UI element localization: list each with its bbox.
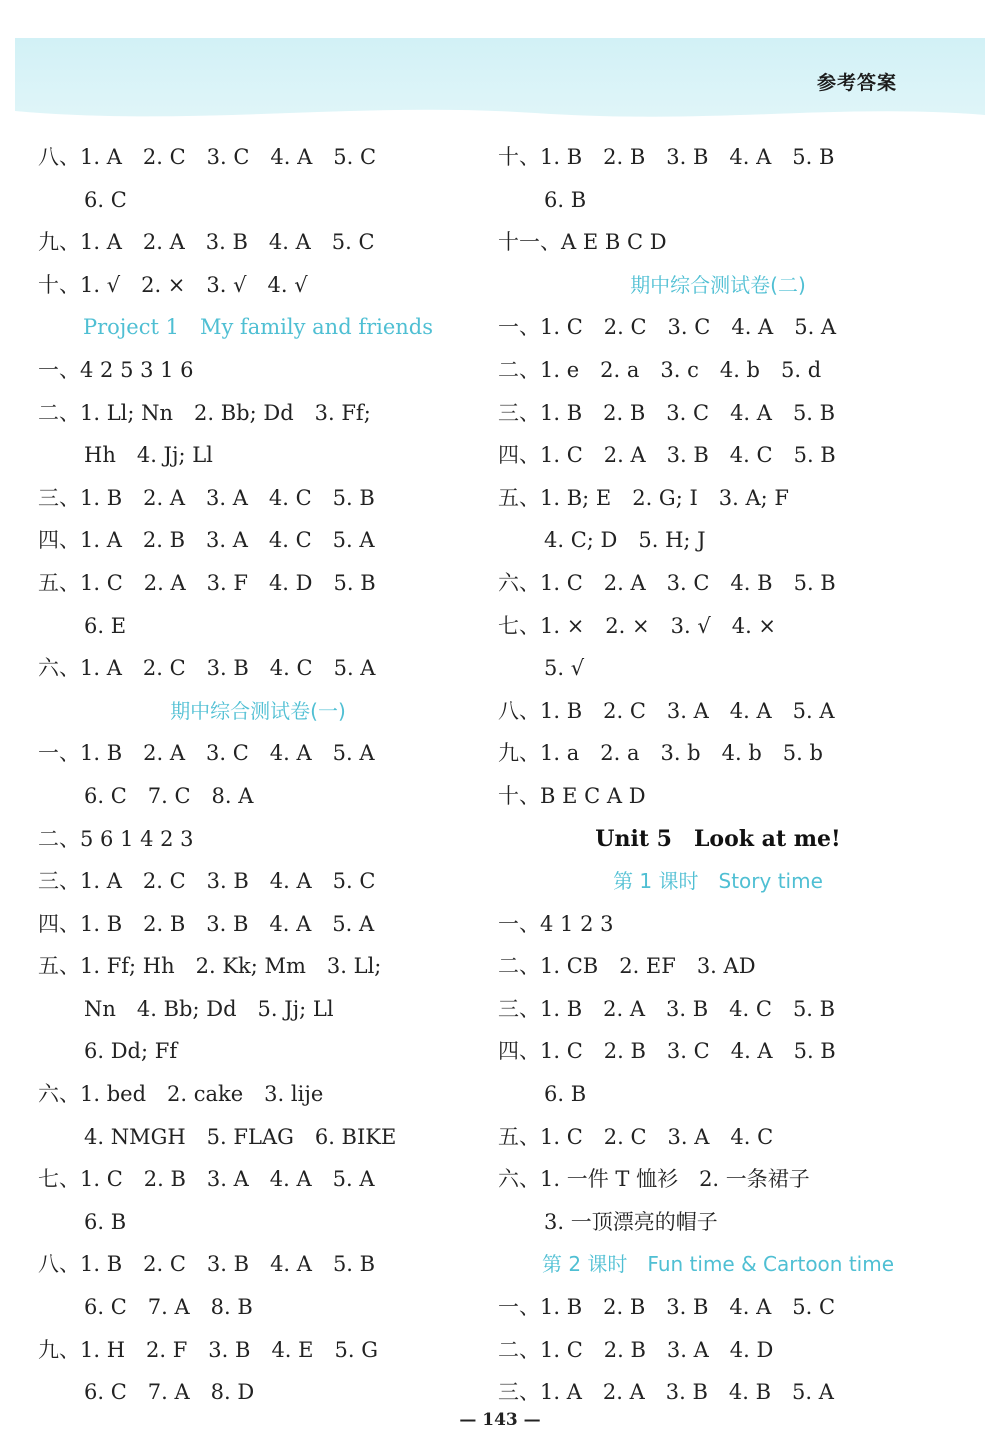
- answer-line: 一、4 2 5 3 1 6: [38, 357, 194, 382]
- answer-line: 六、1. A 2. C 3. B 4. C 5. A: [38, 656, 376, 681]
- answer-line: 二、5 6 1 4 2 3: [38, 826, 194, 851]
- answer-line: 五、1. B; E 2. G; I 3. A; F: [498, 485, 789, 510]
- answer-line: 七、1. C 2. B 3. A 4. A 5. A: [38, 1167, 375, 1192]
- section-heading: 期中综合测试卷(二): [630, 272, 806, 297]
- answer-line: 三、1. B 2. B 3. C 4. A 5. B: [498, 400, 836, 425]
- answer-line: 五、1. C 2. C 3. A 4. C: [498, 1124, 774, 1149]
- answer-line: 十、1. B 2. B 3. B 4. A 5. B: [498, 145, 835, 169]
- answer-line: 三、1. B 2. A 3. B 4. C 5. B: [498, 996, 836, 1021]
- answer-line-continued: 6. B: [84, 1209, 127, 1234]
- answer-line: 十、B E C A D: [498, 783, 646, 808]
- header-title: 参考答案: [816, 72, 897, 94]
- answer-line: 九、1. H 2. F 3. B 4. E 5. G: [38, 1337, 378, 1362]
- answer-line: 一、1. B 2. A 3. C 4. A 5. A: [38, 741, 375, 766]
- answer-line: 九、1. a 2. a 3. b 4. b 5. b: [498, 741, 823, 766]
- answer-line: 二、1. CB 2. EF 3. AD: [498, 954, 756, 979]
- answer-line-continued: 6. Dd; Ff: [84, 1039, 178, 1064]
- section-heading: 第 1 课时 Story time: [613, 869, 823, 894]
- answer-line: 八、1. B 2. C 3. B 4. A 5. B: [38, 1252, 376, 1277]
- answer-line: 二、1. Ll; Nn 2. Bb; Dd 3. Ff;: [38, 400, 371, 425]
- answer-line: 九、1. A 2. A 3. B 4. A 5. C: [38, 230, 375, 255]
- right-answer-column: [498, 136, 938, 1414]
- answer-line-continued: 4. C; D 5. H; J: [544, 528, 706, 553]
- answer-line: 一、4 1 2 3: [498, 911, 614, 936]
- section-heading: 期中综合测试卷(一): [170, 698, 346, 723]
- section-heading: Project 1 My family and friends: [82, 315, 434, 340]
- header-wave-decoration: [15, 93, 985, 133]
- answer-line: 二、1. C 2. B 3. A 4. D: [498, 1337, 774, 1362]
- answer-line-continued: 6. C 7. C 8. A: [84, 783, 254, 808]
- left-answer-column: [38, 136, 478, 1414]
- section-heading: 第 2 课时 Fun time & Cartoon time: [541, 1252, 895, 1277]
- answer-line-continued: 6. C 7. A 8. D: [84, 1380, 255, 1405]
- answer-line-continued: Nn 4. Bb; Dd 5. Jj; Ll: [84, 996, 334, 1021]
- answer-line: 一、1. C 2. C 3. C 4. A 5. A: [498, 315, 837, 340]
- answer-line-continued: 6. C: [84, 187, 127, 212]
- answer-line: 五、1. Ff; Hh 2. Kk; Mm 3. Ll;: [38, 954, 382, 979]
- answer-line: 三、1. A 2. A 3. B 4. B 5. A: [498, 1380, 834, 1405]
- answer-line: 四、1. C 2. B 3. C 4. A 5. B: [498, 1039, 836, 1064]
- answer-line: 六、1. 一件 T 恤衫 2. 一条裙子: [498, 1167, 810, 1192]
- answer-line: 七、1. × 2. × 3. √ 4. ×: [498, 613, 777, 638]
- answer-line: 一、1. B 2. B 3. B 4. A 5. C: [498, 1295, 836, 1320]
- answer-line-continued: 6. B: [544, 187, 587, 212]
- page-header: [15, 38, 985, 133]
- answer-line: 三、1. A 2. C 3. B 4. A 5. C: [38, 869, 376, 894]
- answer-line-continued: 5. √: [544, 656, 585, 681]
- unit-heading: Unit 5 Look at me!: [595, 825, 841, 852]
- answer-line-continued: Hh 4. Jj; Ll: [84, 443, 213, 468]
- answer-line-continued: 4. NMGH 5. FLAG 6. BIKE: [84, 1124, 397, 1149]
- answer-line: 八、1. B 2. C 3. A 4. A 5. A: [498, 698, 835, 723]
- answer-line: 四、1. C 2. A 3. B 4. C 5. B: [498, 443, 836, 468]
- answer-line: 六、1. C 2. A 3. C 4. B 5. B: [498, 570, 836, 595]
- answer-line-continued: 3. 一顶漂亮的帽子: [544, 1209, 718, 1234]
- answer-line: 六、1. bed 2. cake 3. lije: [38, 1082, 324, 1107]
- answer-line: 四、1. B 2. B 3. B 4. A 5. A: [38, 911, 375, 936]
- page-number: — 143 —: [459, 1410, 541, 1430]
- answer-line: 三、1. B 2. A 3. A 4. C 5. B: [38, 485, 375, 510]
- answer-line-continued: 6. E: [84, 613, 127, 638]
- answer-line: 八、1. A 2. C 3. C 4. A 5. C: [38, 145, 377, 169]
- answer-line: 十一、A E B C D: [498, 230, 667, 255]
- answer-line: 五、1. C 2. A 3. F 4. D 5. B: [38, 570, 376, 595]
- answer-line: 十、1. √ 2. × 3. √ 4. √: [38, 272, 308, 297]
- answer-line: 四、1. A 2. B 3. A 4. C 5. A: [38, 528, 375, 553]
- answer-line-continued: 6. B: [544, 1082, 587, 1107]
- answer-line-continued: 6. C 7. A 8. B: [84, 1295, 253, 1320]
- answer-line: 二、1. e 2. a 3. c 4. b 5. d: [498, 357, 822, 382]
